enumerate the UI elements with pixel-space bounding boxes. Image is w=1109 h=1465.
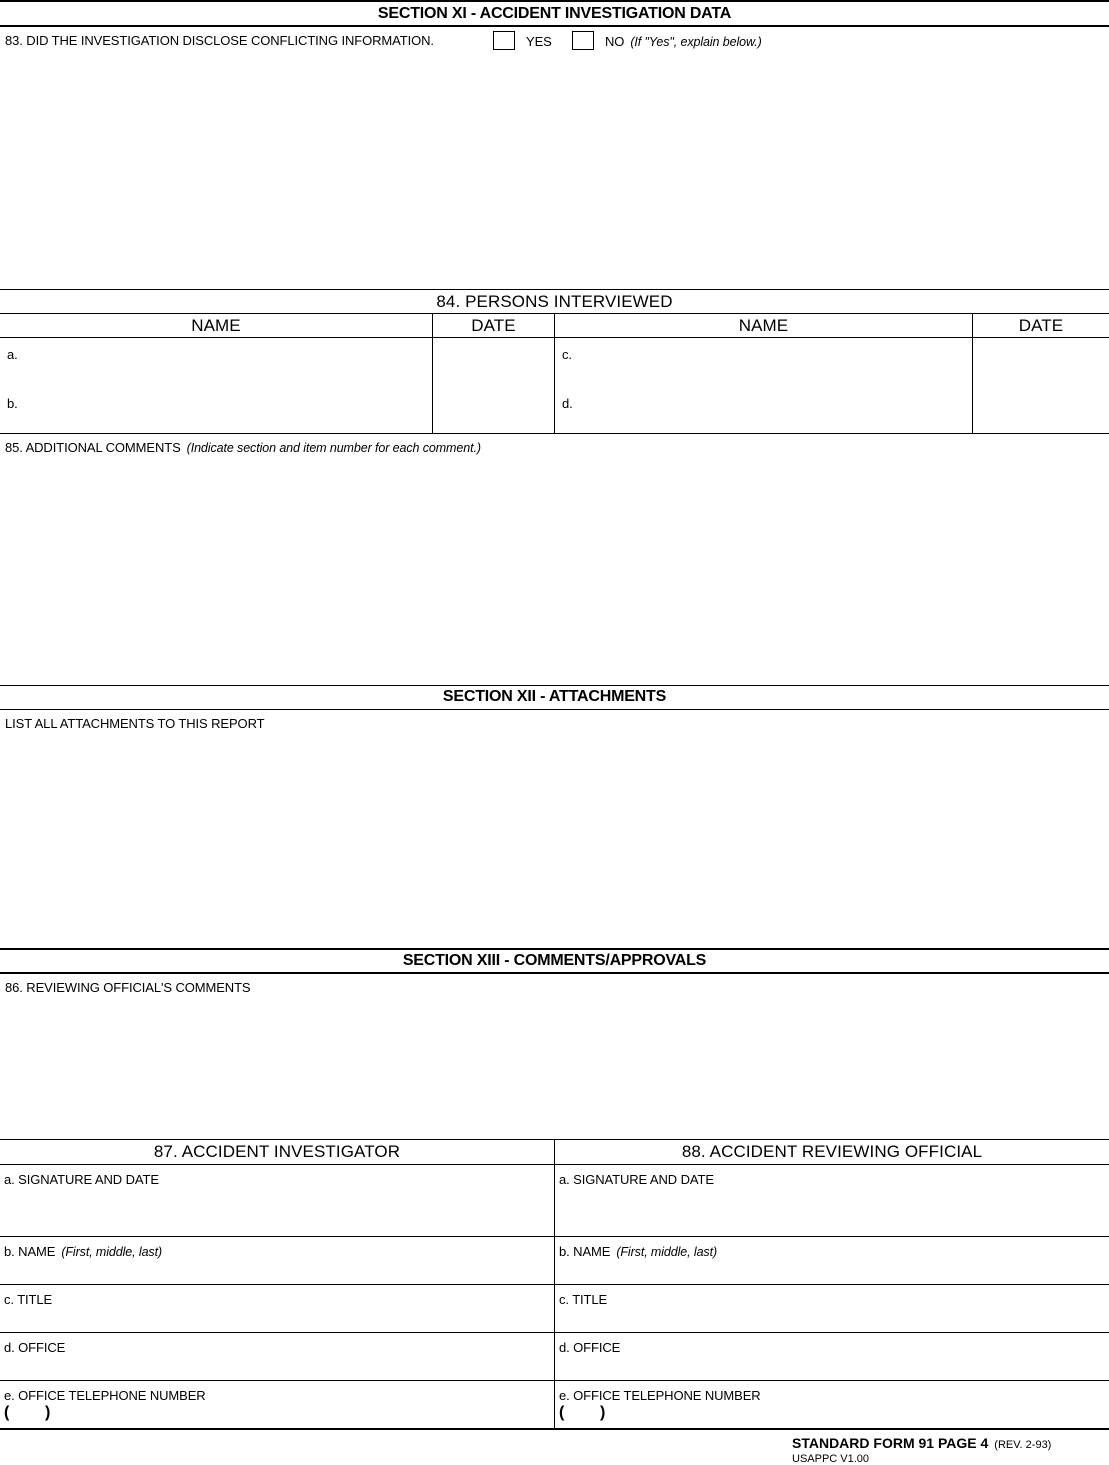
name-c-field[interactable]: [579, 340, 969, 384]
q87-title-field[interactable]: [4, 1310, 550, 1330]
q87-name-field[interactable]: [4, 1262, 550, 1282]
date-c-field[interactable]: [975, 340, 1105, 384]
q87-name-note: (First, middle, last): [61, 1245, 163, 1259]
q88-area-code-field[interactable]: [567, 1405, 597, 1425]
q86-label: 86. REVIEWING OFFICIAL'S COMMENTS: [5, 980, 251, 995]
q87-signature-field[interactable]: [4, 1190, 550, 1234]
divider: [0, 25, 1109, 27]
q88-name-group: [559, 1244, 717, 1259]
yes-label: YES: [526, 34, 552, 49]
divider: [0, 289, 1109, 290]
q87-signature-label: a. SIGNATURE AND DATE: [4, 1172, 159, 1187]
q84-title: 84. PERSONS INTERVIEWED: [436, 292, 673, 311]
col-date-left: DATE: [471, 316, 516, 335]
q88-office-field[interactable]: [559, 1358, 1105, 1378]
attachments-label: LIST ALL ATTACHMENTS TO THIS REPORT: [5, 716, 265, 731]
q83-label: 83. DID THE INVESTIGATION DISCLOSE CONFLICTING INFORMATION.: [5, 33, 434, 48]
date-b-field[interactable]: [435, 388, 551, 432]
divider: [0, 709, 1109, 710]
row-a-label: a.: [7, 347, 18, 362]
divider: [0, 1380, 1109, 1381]
q87-office-label: d. OFFICE: [4, 1340, 66, 1355]
q87-office-field[interactable]: [4, 1358, 550, 1378]
usappc-version: USAPPC V1.00: [792, 1453, 870, 1465]
q88-signature-label: a. SIGNATURE AND DATE: [559, 1172, 714, 1187]
q88-phone-open-paren: (: [559, 1404, 565, 1421]
divider: [0, 972, 1109, 974]
q85-note: (Indicate section and item number for each comment.): [186, 441, 481, 455]
col-divider: [432, 314, 433, 433]
col-divider: [554, 314, 555, 433]
q87-name-label: b. NAME: [4, 1244, 56, 1259]
no-checkbox[interactable]: [572, 31, 594, 50]
col-name-right: NAME: [738, 316, 789, 335]
q88-office-label: d. OFFICE: [559, 1340, 621, 1355]
no-label-group: [605, 34, 762, 49]
col-name-left: NAME: [191, 316, 241, 335]
name-b-field[interactable]: [24, 388, 428, 432]
q88-name-note: (First, middle, last): [616, 1245, 718, 1259]
q83-note: (If "Yes", explain below.): [630, 35, 762, 49]
name-d-field[interactable]: [579, 388, 969, 432]
q88-title-label: c. TITLE: [559, 1292, 608, 1307]
q87-area-code-field[interactable]: [12, 1405, 42, 1425]
row-b-label: b.: [7, 396, 18, 411]
row-c-label: c.: [562, 347, 572, 362]
q87-title-label: c. TITLE: [4, 1292, 53, 1307]
q88-title: 88. ACCIDENT REVIEWING OFFICIAL: [681, 1142, 983, 1161]
date-d-field[interactable]: [975, 388, 1105, 432]
reviewing-comments-field[interactable]: [4, 1000, 1104, 1135]
section-xii-title: SECTION XII - ATTACHMENTS: [442, 688, 667, 705]
divider: [0, 1164, 1109, 1165]
q85-label: 85. ADDITIONAL COMMENTS: [5, 440, 181, 455]
q87-phone-open-paren: (: [4, 1404, 10, 1421]
form-identifier: [792, 1435, 1051, 1451]
section-xiii-title: SECTION XIII - COMMENTS/APPROVALS: [402, 952, 707, 969]
no-label: NO: [605, 34, 625, 49]
name-a-field[interactable]: [24, 340, 428, 384]
q87-phone-label: e. OFFICE TELEPHONE NUMBER: [4, 1388, 206, 1403]
additional-comments-field[interactable]: [4, 460, 1104, 680]
col-divider: [972, 314, 973, 433]
divider: [0, 1284, 1109, 1285]
q87-title: 87. ACCIDENT INVESTIGATOR: [153, 1142, 401, 1161]
divider: [0, 685, 1109, 686]
form-revision: (REV. 2-93): [994, 1439, 1052, 1451]
form-name: STANDARD FORM 91 PAGE 4: [792, 1435, 989, 1451]
date-a-field[interactable]: [435, 340, 551, 384]
q88-title-field[interactable]: [559, 1310, 1105, 1330]
q88-phone-label: e. OFFICE TELEPHONE NUMBER: [559, 1388, 761, 1403]
bottom-border: [0, 1428, 1109, 1430]
q88-signature-field[interactable]: [559, 1190, 1105, 1234]
q83-explanation-field[interactable]: [4, 55, 1104, 285]
row-d-label: d.: [562, 396, 573, 411]
q87-phone-close-paren: ): [45, 1404, 51, 1421]
divider: [0, 433, 1109, 434]
q87-name-group: [4, 1244, 162, 1259]
section-xi-title: SECTION XI - ACCIDENT INVESTIGATION DATA: [377, 5, 732, 22]
yes-checkbox[interactable]: [493, 31, 515, 50]
attachments-field[interactable]: [4, 735, 1104, 943]
divider: [0, 1332, 1109, 1333]
q88-name-field[interactable]: [559, 1262, 1105, 1282]
q87-phone-field[interactable]: [56, 1405, 550, 1425]
q88-phone-close-paren: ): [600, 1404, 606, 1421]
q88-name-label: b. NAME: [559, 1244, 611, 1259]
divider: [0, 1236, 1109, 1237]
divider: [0, 948, 1109, 950]
q85-label-group: [5, 440, 481, 455]
col-date-right: DATE: [1018, 316, 1064, 335]
q88-phone-field[interactable]: [611, 1405, 1105, 1425]
top-border: [0, 0, 1109, 2]
